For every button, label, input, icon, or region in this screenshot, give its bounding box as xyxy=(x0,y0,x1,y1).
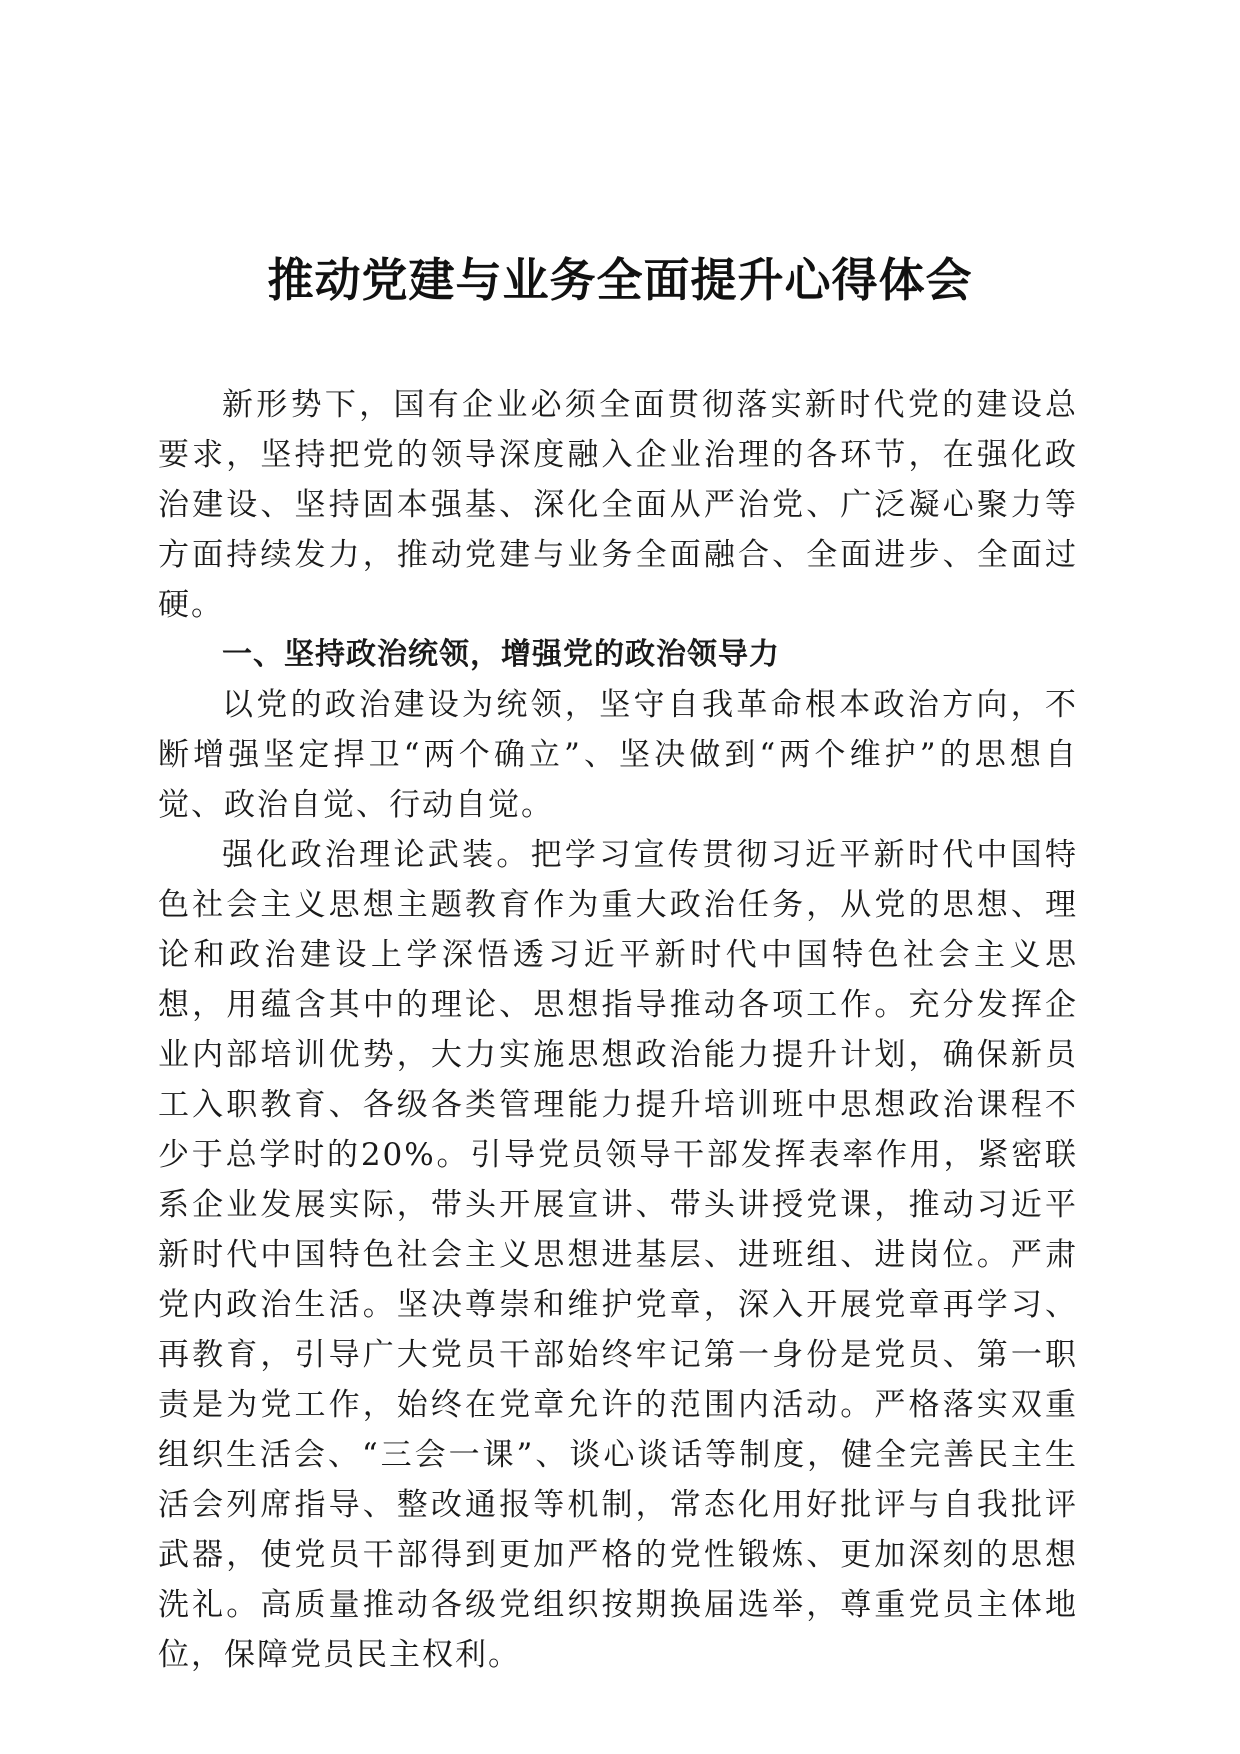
section-heading: 一、坚持政治统领，增强党的政治领导力 xyxy=(222,637,780,672)
document-title: 推动党建与业务全面提升心得体会 xyxy=(267,253,973,307)
intro-paragraph: 新形势下，国有企业必须全面贯彻落实新时代党的建设总要求，坚持把党的领导深度融入企业治理的各环节，在强化政治建设、坚持固本强基、深化全面从严治党、广泛凝心聚力等方面持续发力，推动党建与业务全面融合、全面进步、全面过硬。 xyxy=(158,387,1078,623)
body-paragraph: 强化政治理论武装。把学习宣传贯彻习近平新时代中国特色社会主义思想主题教育作为重大政治任务，从党的思想、理论和政治建设上学深悟透习近平新时代中国特色社会主义思想，用蕴含其中的理论、思想指导推动各项工作。充分发挥企业内部培训优势，大力实施思想政治能力提升计划，确保新员工入职教育、各级各类管理能力提升培训班中思想政治课程不少于总学时的20%。引导党员领导干部发挥表率作用，紧密联系企业发展实际，带头开展宣讲、带头讲授党课，推动习近平新时代中国特色社会主义思想进基层、进班组、进岗位。严肃党内政治生活。坚决尊崇和维护党章，深入开展党章再学习、再教育，引导广大党员干部始终牢记第一身份是党员、第一职责是为党工作，始终在党章允许的范围内活动。严格落实双重组织生活会、“三会一课”、谈心谈话等制度，健全完善民主生活会列席指导、整改通报等机制，常态化用好批评与自我批评武器，使党员干部得到更加严格的党性锻炼、更加深刻的思想洗礼。高质量推动各级党组织按期换届选举，尊重党员主体地位，保障党员民主权利。 xyxy=(158,837,1078,1673)
section-intro-paragraph: 以党的政治建设为统领，坚守自我革命根本政治方向，不断增强坚定捍卫“两个确立”、坚决做到“两个维护”的思想自觉、政治自觉、行动自觉。 xyxy=(158,687,1078,823)
document-body xyxy=(158,380,1078,1680)
